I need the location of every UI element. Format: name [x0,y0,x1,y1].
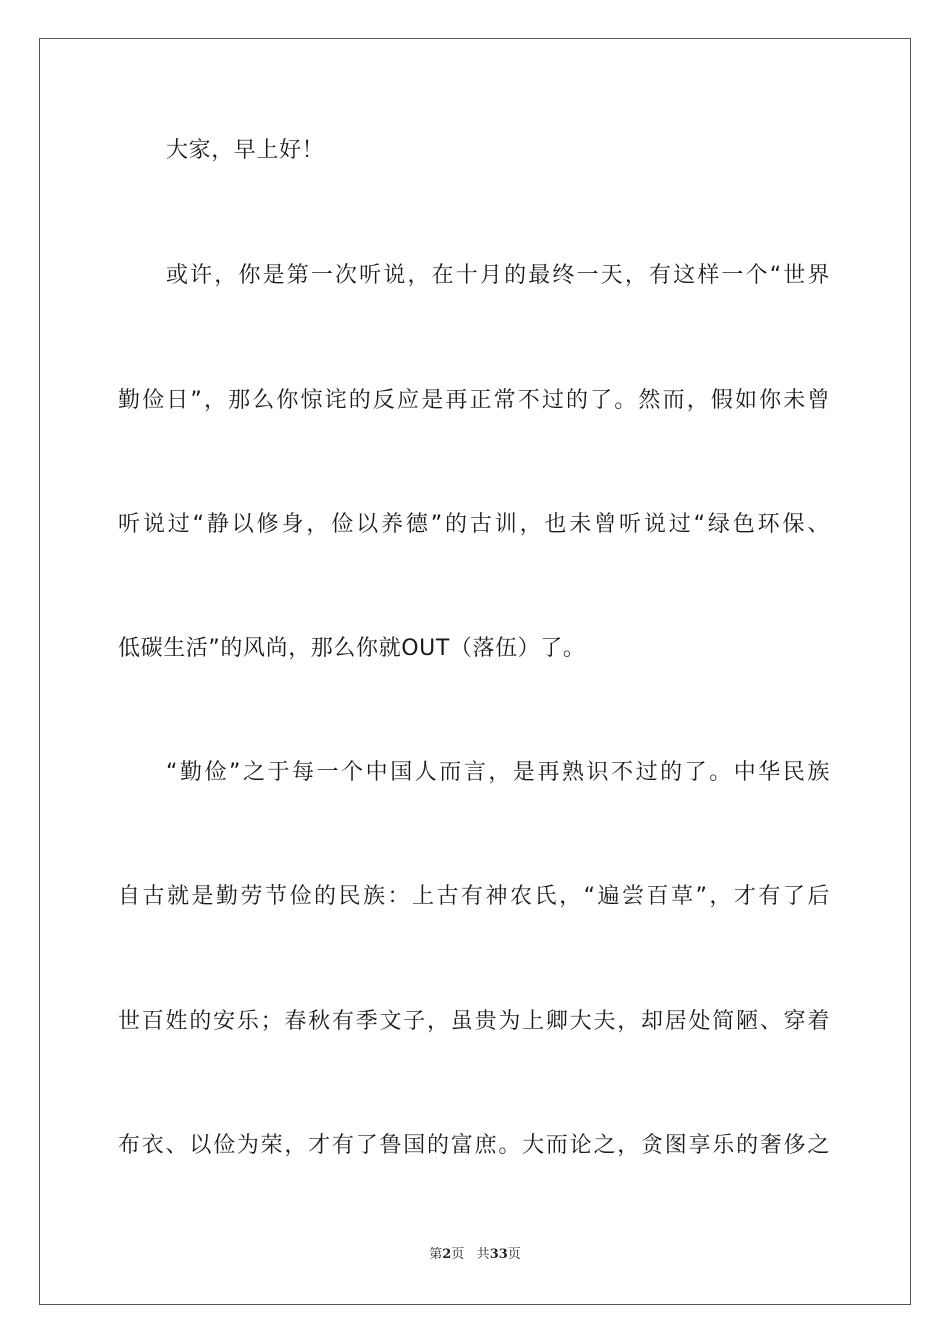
page-prefix: 第 [429,1247,443,1262]
page-number: 2 [442,1247,452,1262]
paragraph-2-line-4: 布衣、以俭为荣，才有了鲁国的富庶。大而论之，贪图享乐的奢侈之 [118,1133,830,1158]
paragraph-2-line-3: 世百姓的安乐；春秋有季文子，虽贵为上卿大夫，却居处简陋、穿着 [118,1009,830,1034]
total-prefix: 共 [476,1247,490,1262]
total-suffix: 页 [507,1247,521,1262]
paragraph-1-line-1: 或许，你是第一次听说，在十月的最终一天，有这样一个“世界 [166,263,830,288]
page-suffix: 页 [451,1247,465,1262]
paragraph-2-line-1: “勤俭”之于每一个中国人而言，是再熟识不过的了。中华民族 [166,760,830,785]
greeting-line: 大家，早上好！ [166,138,325,163]
page-footer [0,1246,950,1264]
paragraph-2-line-2: 自古就是勤劳节俭的民族：上古有神农氏，“遍尝百草”，才有了后 [118,884,830,909]
paragraph-1-line-4: 低碳生活”的风尚，那么你就OUT（落伍）了。 [118,636,586,661]
paragraph-1-line-2: 勤俭日”，那么你惊诧的反应是再正常不过的了。然而，假如你未曾 [118,388,830,413]
paragraph-1-line-3: 听说过“静以修身，俭以养德”的古训，也未曾听说过“绿色环保、 [118,512,830,537]
page-frame [39,38,911,1305]
total-pages: 33 [489,1247,508,1262]
